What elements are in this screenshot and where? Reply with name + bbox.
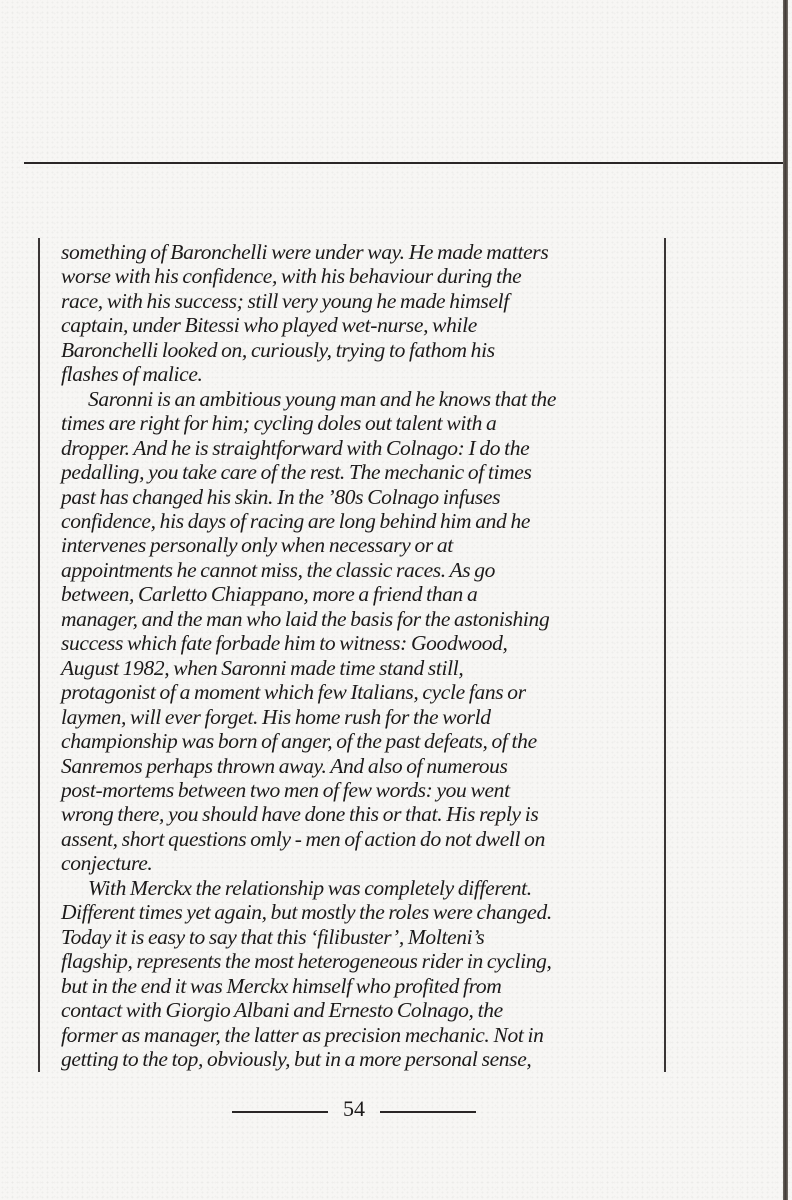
page-number: 54 <box>343 1096 365 1121</box>
text-line: assent, short questions omly - men of action do not dwell on <box>61 826 545 851</box>
text-line: times are right for him; cycling doles out talent with a <box>61 411 497 436</box>
text-line: conjecture. <box>61 851 153 876</box>
right-margin-rule <box>664 238 666 1072</box>
text-line: Saronni is an ambitious young man and he knows that the <box>88 386 557 411</box>
text-line: manager, and the man who laid the basis for the astonishing <box>61 606 550 631</box>
text-line: former as manager, the latter as precision mechanic. Not in <box>61 1022 544 1047</box>
text-line: success which fate forbade him to witness: Goodwood, <box>61 631 508 656</box>
text-line: laymen, will ever forget. His home rush for the world <box>61 704 491 729</box>
text-line: dropper. And he is straightforward with Colnago: I do the <box>61 435 530 460</box>
text-line: flagship, represents the most heterogeneous rider in cycling, <box>61 949 552 974</box>
text-line: wrong there, you should have done this or that. His reply is <box>61 802 539 827</box>
text-line: Different times yet again, but mostly the roles were changed. <box>61 900 552 925</box>
text-line: confidence, his days of racing are long behind him and he <box>61 508 531 533</box>
text-line: Sanremos perhaps thrown away. And also of numerous <box>61 753 508 778</box>
body-text <box>61 240 661 1071</box>
folio-dash-left <box>232 1111 328 1113</box>
page-number-footer <box>232 1094 476 1124</box>
text-line: post-mortems between two men of few words: you went <box>61 777 510 802</box>
text-line: race, with his success; still very young he made himself <box>61 288 509 313</box>
text-line: appointments he cannot miss, the classic races. As go <box>61 557 496 582</box>
text-line: worse with his confidence, with his behaviour during the <box>61 264 522 289</box>
text-line: Baronchelli looked on, curiously, trying to fathom his <box>61 337 495 362</box>
book-spine-edge <box>783 0 788 1200</box>
text-line: past has changed his skin. In the ’80s Colnago infuses <box>61 484 501 509</box>
text-line: protagonist of a moment which few Italians, cycle fans or <box>61 680 526 705</box>
text-line: August 1982, when Saronni made time stand still, <box>61 655 464 680</box>
paragraph <box>61 387 661 876</box>
text-line: but in the end it was Merckx himself who profited from <box>61 973 502 998</box>
text-line: championship was born of anger, of the past defeats, of the <box>61 729 537 754</box>
text-line: pedalling, you take care of the rest. The mechanic of times <box>61 460 532 485</box>
text-line: between, Carletto Chiappano, more a friend than a <box>61 582 478 607</box>
text-line: Today it is easy to say that this ‘filibuster’, Molteni’s <box>61 924 485 949</box>
text-line: getting to the top, obviously, but in a more personal sense, <box>61 1046 532 1071</box>
paragraph <box>61 240 661 387</box>
folio-dash-right <box>380 1111 476 1113</box>
header-rule <box>24 162 786 164</box>
text-line: something of Baronchelli were under way. He made matters <box>61 240 549 264</box>
text-line: flashes of malice. <box>61 362 203 387</box>
paragraph <box>61 876 661 1072</box>
text-line: captain, under Bitessi who played wet-nurse, while <box>61 313 478 338</box>
text-line: contact with Giorgio Albani and Ernesto Colnago, the <box>61 998 503 1023</box>
text-line: intervenes personally only when necessary or at <box>61 533 453 558</box>
left-margin-rule <box>38 238 40 1072</box>
text-line: With Merckx the relationship was completely different. <box>88 875 532 900</box>
